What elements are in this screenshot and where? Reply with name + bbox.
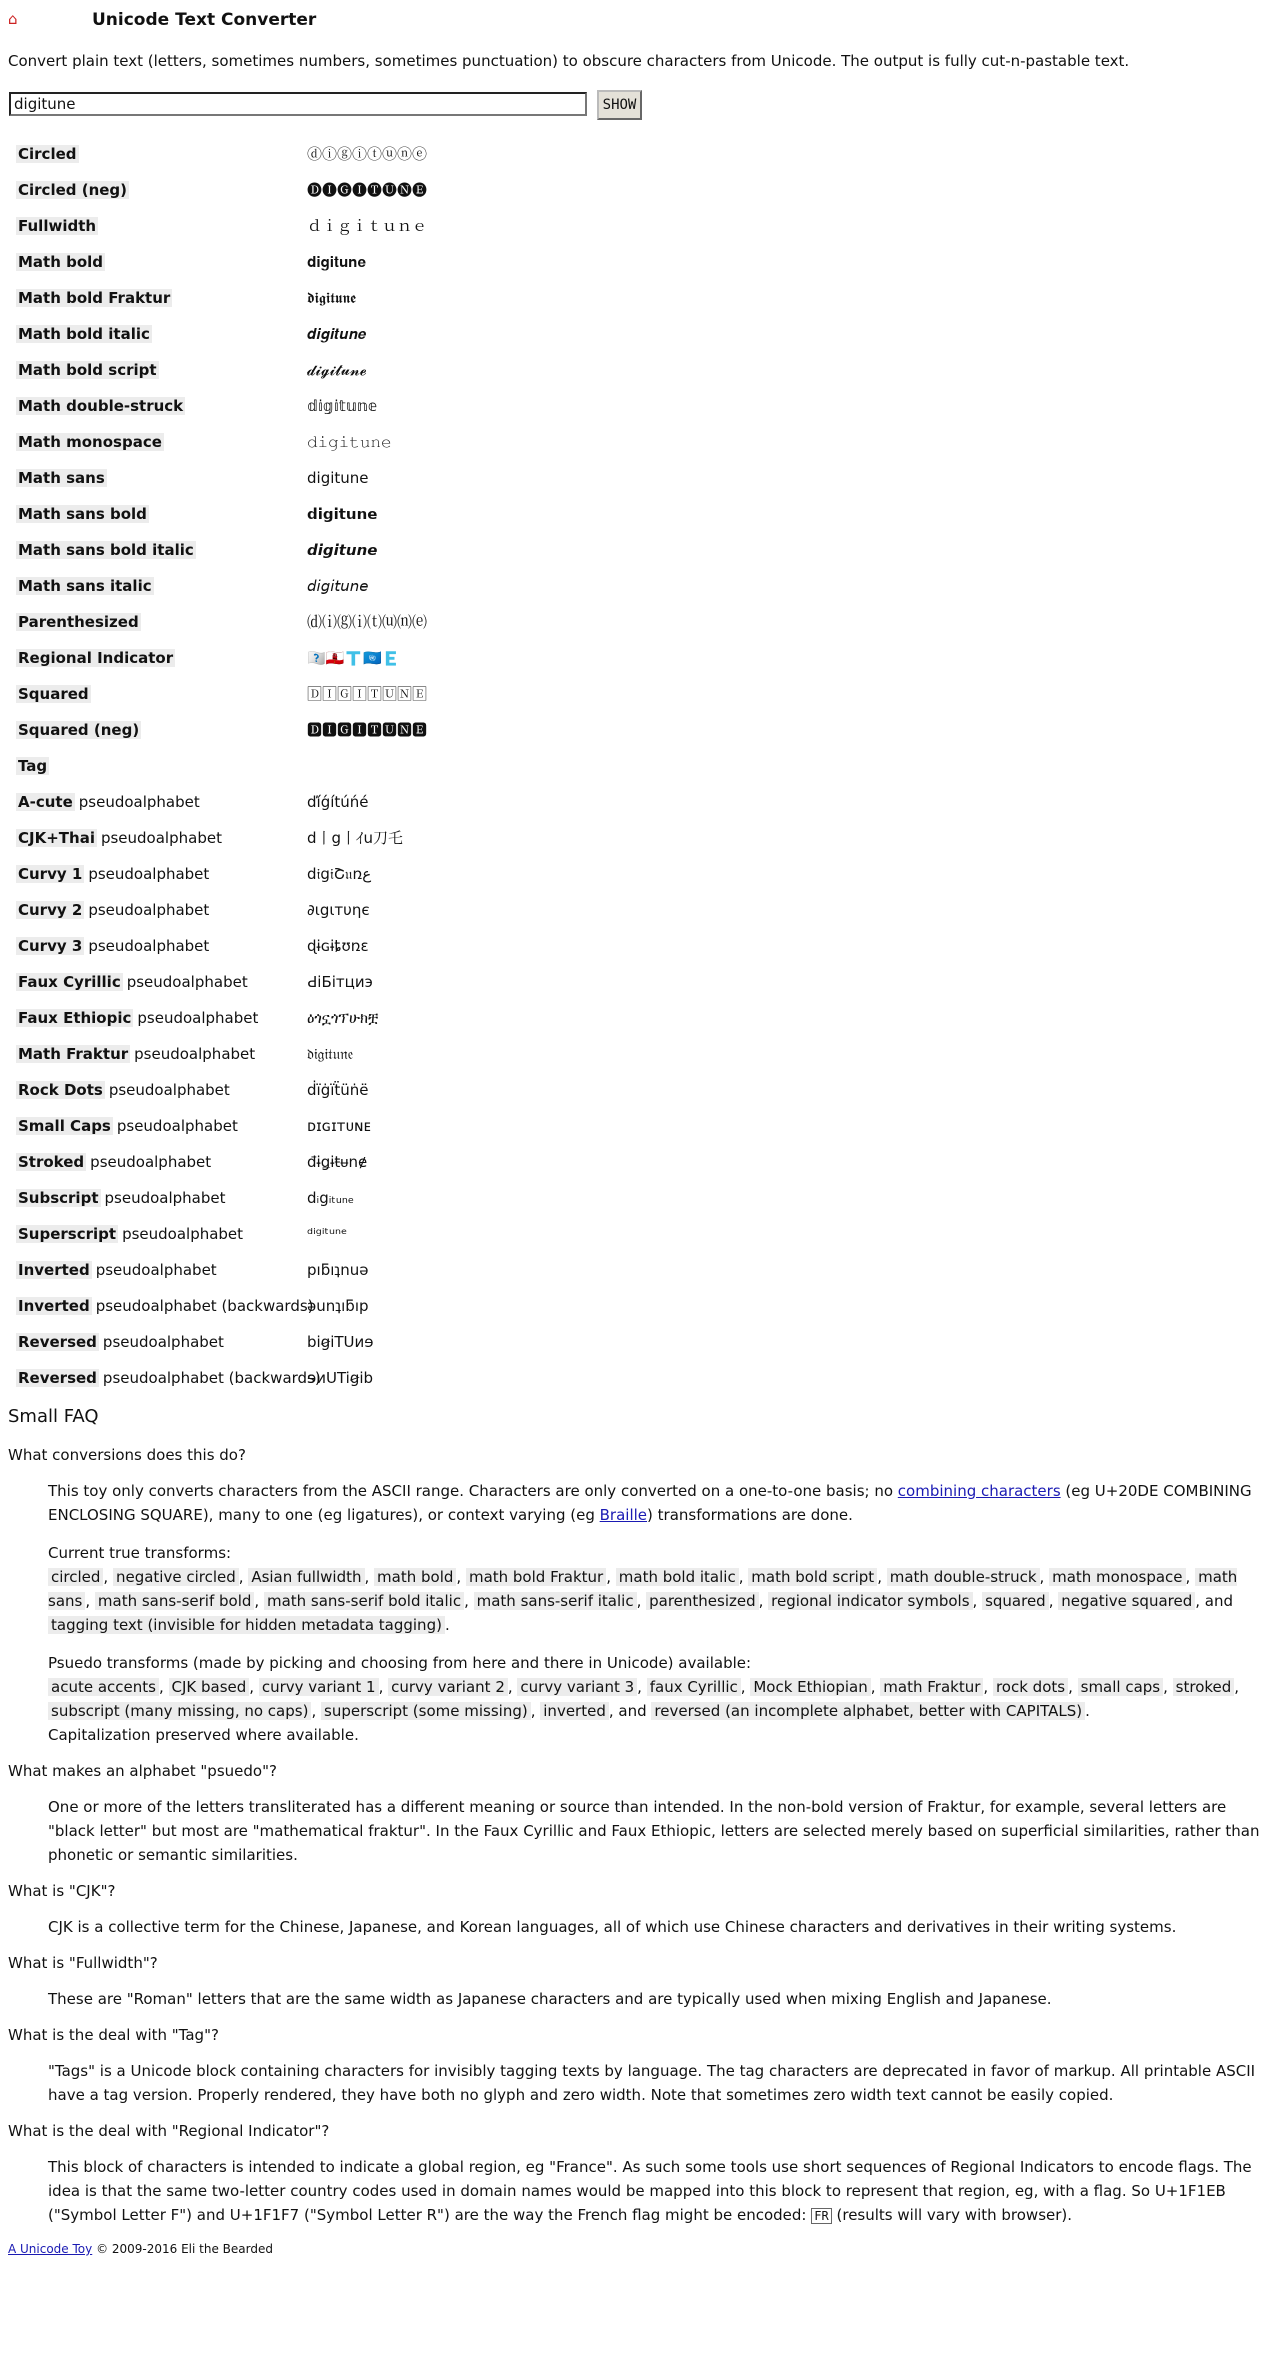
transform-term: inverted <box>540 1702 609 1720</box>
result-output[interactable]: 𝖉𝖎𝖌𝖎𝖙𝖚𝖓𝖊 <box>307 289 357 307</box>
transform-term: curvy variant 3 <box>517 1678 637 1696</box>
result-name: A-cute <box>18 793 73 811</box>
result-name: Circled <box>18 145 77 163</box>
header <box>8 10 1272 34</box>
result-name: Math bold script <box>18 361 157 379</box>
transform-term: math sans-serif bold italic <box>264 1592 464 1610</box>
result-suffix: pseudoalphabet <box>102 1333 224 1351</box>
result-name: Math sans bold <box>18 505 147 523</box>
result-label <box>16 324 152 344</box>
faq-paragraph <box>48 1479 1272 1527</box>
result-name: Curvy 2 <box>18 901 83 919</box>
result-name: Math Fraktur <box>18 1045 129 1063</box>
result-row <box>8 136 1272 172</box>
result-suffix: pseudoalphabet (backwards) <box>102 1369 321 1387</box>
transform-term: negative circled <box>113 1568 239 1586</box>
result-suffix: pseudoalphabet <box>137 1009 259 1027</box>
french-flag-icon: FR <box>811 2208 831 2224</box>
result-row <box>8 1180 1272 1216</box>
transform-term: Asian fullwidth <box>248 1568 364 1586</box>
result-row <box>8 1144 1272 1180</box>
result-label <box>16 468 107 488</box>
result-name: Tag <box>18 757 48 775</box>
result-name: Circled (neg) <box>18 181 128 199</box>
result-output[interactable]: 🅓🅘🅖🅘🅣🅤🅝🅔 <box>307 181 428 199</box>
transform-term: math bold italic <box>616 1568 739 1586</box>
braille-link[interactable]: Braille <box>599 1506 648 1524</box>
result-suffix: pseudoalphabet <box>104 1189 226 1207</box>
and-word: and <box>618 1702 647 1720</box>
result-label <box>16 180 129 200</box>
intro-text: Convert plain text (letters, sometimes numbers, sometimes punctuation) to obscure characters from Unicode. The output is fully cut-n-pastable text. <box>8 52 1130 70</box>
result-name: Curvy 1 <box>18 865 83 883</box>
result-row <box>8 1252 1272 1288</box>
result-output[interactable]: 𝘥𝘪𝘨𝘪𝘵𝘶𝘯𝘦 <box>307 577 369 595</box>
result-label <box>16 576 154 596</box>
result-row <box>8 784 1272 820</box>
transform-term: math sans-serif bold <box>95 1592 255 1610</box>
result-suffix: pseudoalphabet <box>90 1153 212 1171</box>
transform-term: CJK based <box>169 1678 250 1696</box>
result-row <box>8 316 1272 352</box>
result-row <box>8 928 1272 964</box>
result-name: Inverted <box>18 1261 90 1279</box>
result-name: Parenthesized <box>18 613 139 631</box>
result-label <box>16 1116 238 1136</box>
result-suffix: pseudoalphabet <box>126 973 248 991</box>
result-label <box>16 1152 211 1172</box>
result-suffix: pseudoalphabet <box>78 793 200 811</box>
result-name: Curvy 3 <box>18 937 83 955</box>
pseudo-transforms-label: Psuedo transforms (made by picking and choosing from here and there in Unicode) available: <box>48 1654 752 1672</box>
result-label <box>16 144 79 164</box>
result-output[interactable]: ḋïġïẗüṅë <box>307 1081 369 1099</box>
result-row <box>8 1108 1272 1144</box>
result-output[interactable]: ⓓⓘⓖⓘⓣⓤⓝⓔ <box>307 145 428 163</box>
true-transforms-label: Current true transforms: <box>48 1544 232 1562</box>
transform-term: math sans <box>48 1568 1238 1610</box>
faq-answer <box>48 2155 1272 2228</box>
result-name: Reversed <box>18 1369 97 1387</box>
result-output[interactable]: 𝙙𝙞𝙜𝙞𝙩𝙪𝙣𝙚 <box>307 541 378 559</box>
text-input[interactable] <box>9 92 587 116</box>
result-row <box>8 352 1272 388</box>
result-suffix: pseudoalphabet <box>88 901 210 919</box>
result-suffix: pseudoalphabet <box>134 1045 256 1063</box>
transform-term: rock dots <box>993 1678 1068 1696</box>
faq-answer <box>48 1479 1272 1747</box>
faq-answer: "Tags" is a Unicode block containing characters for invisibly tagging texts by language. The tag characters are deprecated in favor of markup. All printable ASCII have a tag version. Properly rendered, they have both no glyph and zero width. Note that sometimes zero width text cannot be easily copied. <box>48 2062 1256 2104</box>
result-output[interactable]: ɖɨɢɨȶʊռɛ <box>307 937 369 955</box>
result-row <box>8 964 1272 1000</box>
result-label <box>16 936 209 956</box>
result-label <box>16 1260 217 1280</box>
true-transforms-list: circled , negative circled , Asian fullwidth , math bold , math bold Fraktur , math bold italic , math bold script , math double-struck , math monospace , math sans , math sans-serif bold , math sans-serif bold italic , math sans-serif italic , parenthesized , regional indicator symbols , squared , negative squared , and tagging text (invisible for hidden metadata tagging) <box>48 1568 1238 1634</box>
and-word: and <box>1204 1592 1234 1610</box>
result-output[interactable]: ԀіБітциэ <box>307 973 373 991</box>
faq-text: ) transformations are done. <box>647 1506 853 1524</box>
result-suffix: pseudoalphabet <box>122 1225 244 1243</box>
transform-term: math Fraktur <box>880 1678 983 1696</box>
result-output[interactable]: ᵈⁱᵍⁱᵗᵘⁿᵉ <box>307 1225 348 1243</box>
transform-term: faux Cyrillic <box>647 1678 741 1696</box>
result-row <box>8 820 1272 856</box>
result-row <box>8 1000 1272 1036</box>
result-output[interactable]: pıƃıʇnuǝ <box>307 1261 369 1279</box>
result-suffix: pseudoalphabet <box>88 865 210 883</box>
result-row <box>8 532 1272 568</box>
result-output[interactable]: 𝔡𝔦𝔤𝔦𝔱𝔲𝔫𝔢 <box>307 1045 354 1063</box>
result-output[interactable]: ǝunʇıƃıp <box>307 1297 369 1315</box>
result-name: Math bold Fraktur <box>18 289 171 307</box>
result-label <box>16 1080 230 1100</box>
result-output[interactable]: 𝐝𝐢𝐠𝐢𝐭𝐮𝐧𝐞 <box>307 253 367 271</box>
result-label <box>16 1332 224 1352</box>
result-suffix: pseudoalphabet (backwards) <box>95 1297 314 1315</box>
result-label <box>16 684 91 704</box>
transform-term: tagging text (invisible for hidden metadata tagging) <box>48 1616 445 1634</box>
result-label <box>16 756 49 776</box>
result-name: Math double-struck <box>18 397 184 415</box>
result-output[interactable]: ｄｉｇｉｔｕｎｅ <box>307 217 428 235</box>
result-name: Superscript <box>18 1225 117 1243</box>
faq-paragraph: Current true transforms: circled , negative circled , Asian fullwidth , math bold , math bold Fraktur , math bold italic , math bold script , math double-struck , math monospace , math sans , math sans-serif bold , math sans-serif bold italic , math sans-serif italic , parenthesized , regional indicator symbols , squared , negative squared , and tagging text (invisible for hidden metadata tagging) . <box>48 1544 1238 1634</box>
show-button[interactable]: SHOW <box>597 90 642 120</box>
result-suffix: pseudoalphabet <box>95 1261 217 1279</box>
copyright-text: © 2009-2016 Eli the Bearded <box>96 2242 273 2256</box>
result-row <box>8 712 1272 748</box>
transform-term: math bold <box>374 1568 456 1586</box>
result-label <box>16 720 141 740</box>
result-label <box>16 1296 314 1316</box>
transform-term: math monospace <box>1049 1568 1185 1586</box>
result-label <box>16 612 141 632</box>
result-name: Reversed <box>18 1333 97 1351</box>
result-name: Squared (neg) <box>18 721 140 739</box>
result-label <box>16 360 159 380</box>
transform-term: math bold script <box>748 1568 877 1586</box>
footer <box>8 2242 1272 2256</box>
faq-paragraph: Psuedo transforms (made by picking and choosing from here and there in Unicode) available: acute accents , CJK based , curvy variant 1 , curvy variant 2 , curvy variant 3 , faux Cyrillic , Mock Ethiopian , math Fraktur , rock dots , small caps , stroked , subscript (many missing, no caps) , superscript (some missing) , inverted , and reversed (an incomplete alphabet, better with CAPITALS) . Capitalization preserved where available. <box>48 1654 1240 1744</box>
transform-term: circled <box>48 1568 103 1586</box>
transform-term: acute accents <box>48 1678 159 1696</box>
result-row <box>8 1324 1272 1360</box>
capitalization-note: Capitalization preserved where available. <box>48 1726 359 1744</box>
result-output[interactable]: ዕጎኗጎፕሁክቿ <box>307 1009 379 1027</box>
transform-term: curvy variant 1 <box>259 1678 379 1696</box>
result-label <box>16 396 185 416</box>
faq-answer: One or more of the letters transliterated has a different meaning or source than intended. In the non-bold version of Fraktur, for example, several letters are "black letter" but most are "mathematical fraktur". In the Faux Cyrillic and Faux Ethiopic, letters are selected merely based on superficial similarities, rather than phonetic or semantic similarities. <box>48 1798 1260 1864</box>
result-output[interactable]: dᵢgᵢₜᵤₙₑ <box>307 1189 355 1207</box>
result-label <box>16 504 149 524</box>
result-label <box>16 540 196 560</box>
faq-question: What makes an alphabet "psuedo"? <box>8 1762 277 1780</box>
result-row <box>8 280 1272 316</box>
result-label <box>16 252 105 272</box>
results-list <box>8 136 1272 1396</box>
result-output[interactable]: 𝕕𝕚𝕘𝕚𝕥𝕦𝕟𝕖 <box>307 397 378 415</box>
result-output[interactable]: ɘᴎUTiꞡib <box>307 1369 374 1387</box>
result-output[interactable]: 🄳🄸🄶🄸🅃🅄🄽🄴 <box>307 685 428 703</box>
transform-term: regional indicator symbols <box>768 1592 972 1610</box>
result-output[interactable]: biꞡiTUᴎɘ <box>307 1333 374 1351</box>
result-name: Math monospace <box>18 433 162 451</box>
result-label <box>16 792 200 812</box>
result-row <box>8 460 1272 496</box>
result-name: Fullwidth <box>18 217 97 235</box>
result-row <box>8 892 1272 928</box>
faq-question: What is the deal with "Tag"? <box>8 2026 219 2044</box>
faq-text: (results will vary with browser). <box>836 2206 1073 2224</box>
faq-text: This toy only converts characters from the ASCII range. Characters are only converted on a one-to-one basis; no <box>48 1482 894 1500</box>
faq-question: What is "Fullwidth"? <box>8 1954 158 1972</box>
result-row <box>8 748 1272 784</box>
faq-question: What is "CJK"? <box>8 1882 116 1900</box>
result-row <box>8 604 1272 640</box>
result-row <box>8 244 1272 280</box>
result-suffix: pseudoalphabet <box>88 937 210 955</box>
result-name: Inverted <box>18 1297 90 1315</box>
faq-text: This block of characters is intended to indicate a global region, eg "France". As such some tools use short sequences of Regional Indicators to encode flags. The idea is that the same two-letter country codes used in domain names would be mapped into this block to represent that region, eg, with a flag. So U+1F1EB ("Symbol Letter F") and U+1F1F7 ("Symbol Letter R") are the way the French flag might be encoded: <box>48 2158 1252 2224</box>
result-name: Regional Indicator <box>18 649 174 667</box>
faq-text: (eg U+20DE COMBINING ENCLOSING SQUARE), many to one (eg ligatures), or context varying (eg <box>48 1482 1252 1524</box>
result-output[interactable]: ᴅɪɢɪᴛᴜɴᴇ <box>307 1117 371 1135</box>
result-label <box>16 972 248 992</box>
result-row <box>8 1036 1272 1072</box>
result-name: Math bold <box>18 253 104 271</box>
result-name: Faux Cyrillic <box>18 973 121 991</box>
transform-term: math double-struck <box>887 1568 1040 1586</box>
result-name: Math sans bold italic <box>18 541 194 559</box>
faq-answer: CJK is a collective term for the Chinese, Japanese, and Korean languages, all of which use Chinese characters and derivatives in their writing systems. <box>48 1918 1177 1936</box>
result-row <box>8 1216 1272 1252</box>
result-label <box>16 648 175 668</box>
result-output[interactable]: ∂ιgιтυηє <box>307 901 370 919</box>
result-output[interactable]: 𝓭𝓲𝓰𝓲𝓽𝓾𝓷𝓮 <box>307 361 367 379</box>
transform-term: superscript (some missing) <box>321 1702 531 1720</box>
result-label <box>16 1008 258 1028</box>
result-label <box>16 864 209 884</box>
transform-term: reversed (an incomplete alphabet, better with CAPITALS) <box>651 1702 1085 1720</box>
transform-term: squared <box>982 1592 1049 1610</box>
result-label <box>16 1044 255 1064</box>
result-output[interactable]: 🇩🇮🇬🇮🇹🇺🇳🇪 <box>307 649 401 667</box>
result-suffix: pseudoalphabet <box>108 1081 230 1099</box>
transform-term: parenthesized <box>646 1592 759 1610</box>
result-label <box>16 828 222 848</box>
faq-answer: These are "Roman" letters that are the same width as Japanese characters and are typically used when mixing English and Japanese. <box>48 1990 1052 2008</box>
result-row <box>8 1288 1272 1324</box>
result-name: Small Caps <box>18 1117 111 1135</box>
result-output[interactable]: d𝔦ց𝔦Շ𝔲ռع <box>307 865 372 883</box>
transform-term: subscript (many missing, no caps) <box>48 1702 311 1720</box>
result-output[interactable]: ďíǵítúńé <box>307 793 369 811</box>
result-name: CJK+Thai <box>18 829 95 847</box>
unicode-toy-link[interactable]: A Unicode Toy <box>8 2242 93 2256</box>
result-output[interactable]: 𝖽𝗂𝗀𝗂𝗍𝗎𝗇𝖾 <box>307 469 369 487</box>
page-title: Unicode Text Converter <box>92 10 317 30</box>
faq-title: Small FAQ <box>8 1406 99 1427</box>
transform-term: small caps <box>1078 1678 1164 1696</box>
result-label <box>16 288 172 308</box>
transform-term: Mock Ethiopian <box>750 1678 870 1696</box>
transform-term: negative squared <box>1058 1592 1195 1610</box>
result-row <box>8 1072 1272 1108</box>
result-row <box>8 496 1272 532</box>
result-row <box>8 172 1272 208</box>
result-label <box>16 432 164 452</box>
result-label <box>16 1368 321 1388</box>
result-output[interactable]: ⒟⒤⒢⒤⒯⒰⒩⒠ <box>307 613 428 631</box>
result-row <box>8 388 1272 424</box>
house-icon[interactable]: ⌂ <box>8 10 18 28</box>
result-row <box>8 856 1272 892</box>
transform-term: math sans-serif italic <box>474 1592 637 1610</box>
transform-term: stroked <box>1173 1678 1235 1696</box>
result-row <box>8 640 1272 676</box>
converter-form <box>8 88 1272 120</box>
result-output[interactable]: đɨǥɨŧᵾnɇ <box>307 1153 368 1171</box>
result-output[interactable]: 𝒅𝒊𝒈𝒊𝒕𝒖𝒏𝒆 <box>307 325 367 343</box>
result-name: Squared <box>18 685 89 703</box>
result-output[interactable]: d丨g丨ｲu刀乇 <box>307 829 404 847</box>
result-label <box>16 1224 243 1244</box>
result-row <box>8 424 1272 460</box>
pseudo-transforms-list: acute accents , CJK based , curvy variant 1 , curvy variant 2 , curvy variant 3 , faux Cyrillic , Mock Ethiopian , math Fraktur , rock dots , small caps , stroked , subscript (many missing, no caps) , superscript (some missing) , inverted , and reversed (an incomplete alphabet, better with CAPITALS) <box>48 1678 1239 1720</box>
result-name: Math bold italic <box>18 325 150 343</box>
result-name: Faux Ethiopic <box>18 1009 132 1027</box>
transform-term: curvy variant 2 <box>388 1678 508 1696</box>
result-label <box>16 900 209 920</box>
result-row <box>8 1360 1272 1396</box>
result-name: Rock Dots <box>18 1081 103 1099</box>
result-row <box>8 208 1272 244</box>
result-name: Subscript <box>18 1189 99 1207</box>
result-row <box>8 568 1272 604</box>
combining-characters-link[interactable]: combining characters <box>897 1482 1061 1500</box>
result-label <box>16 216 98 236</box>
result-name: Math sans <box>18 469 105 487</box>
result-name: Stroked <box>18 1153 85 1171</box>
result-row <box>8 676 1272 712</box>
result-output[interactable]: 🅳🅸🅶🅸🆃🆄🅽🅴 <box>307 721 428 739</box>
faq-question: What is the deal with "Regional Indicator"? <box>8 2122 330 2140</box>
result-output[interactable]: 𝗱𝗶𝗴𝗶𝘁𝘂𝗻𝗲 <box>307 505 378 523</box>
transform-term: math bold Fraktur <box>466 1568 606 1586</box>
result-name: Math sans italic <box>18 577 152 595</box>
result-suffix: pseudoalphabet <box>116 1117 238 1135</box>
result-label <box>16 1188 225 1208</box>
faq-question: What conversions does this do? <box>8 1446 246 1464</box>
result-suffix: pseudoalphabet <box>100 829 222 847</box>
result-output[interactable]: 𝚍𝚒𝚐𝚒𝚝𝚞𝚗𝚎 <box>307 433 392 451</box>
